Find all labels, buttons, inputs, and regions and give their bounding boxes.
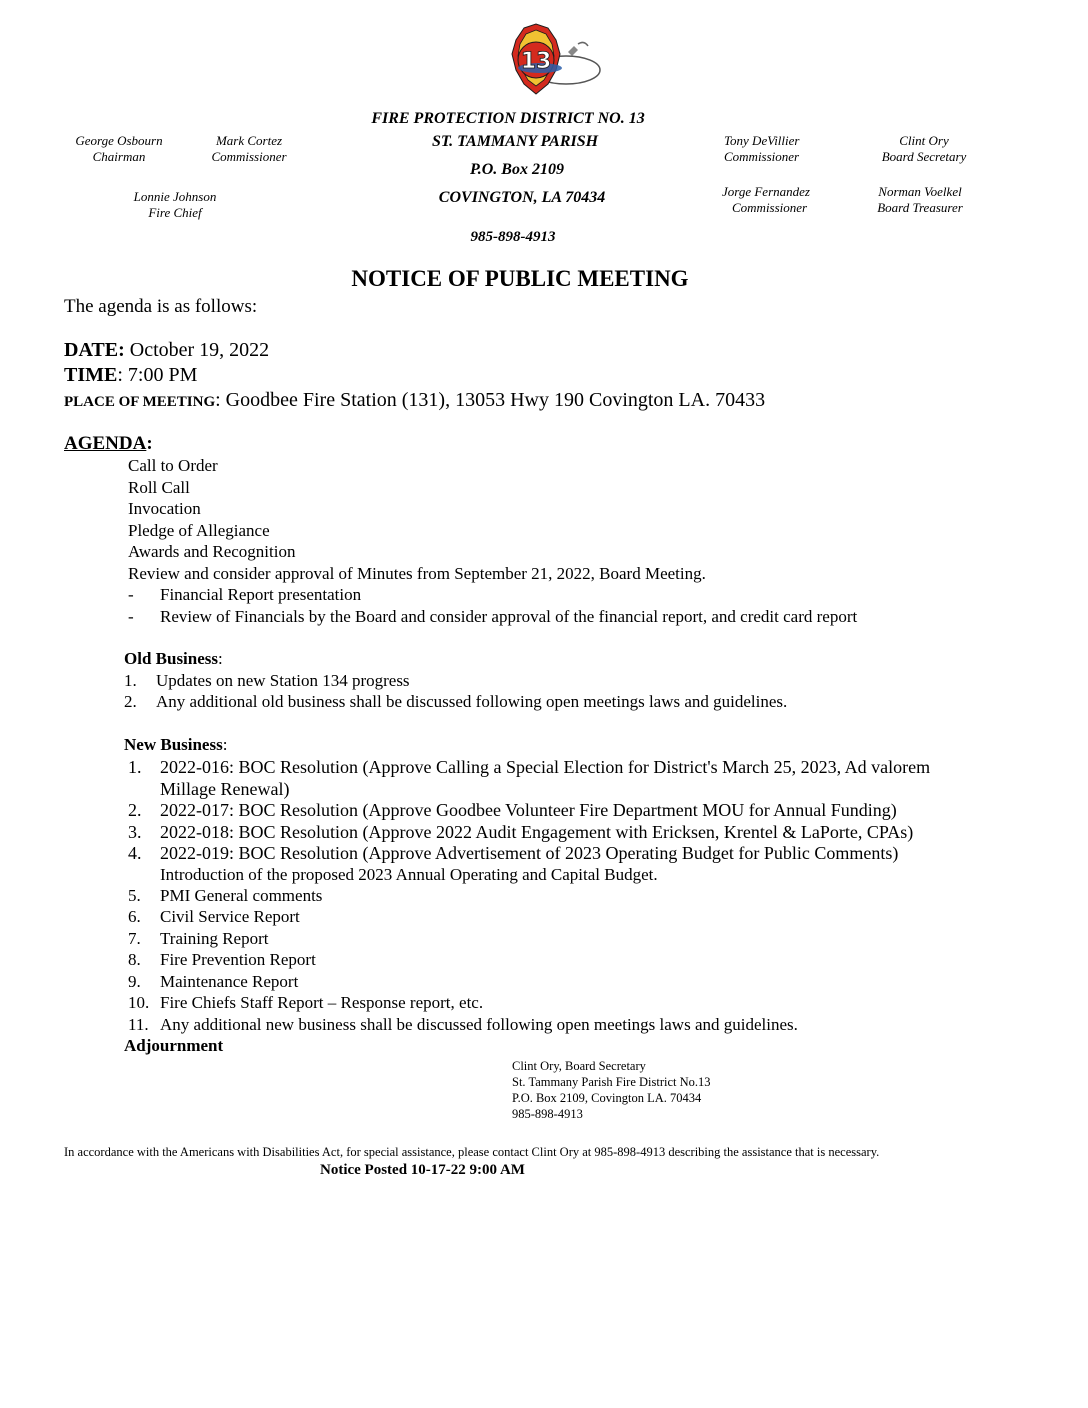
item-text: 2022-016: BOC Resolution (Approve Calling a Special Election for District's March 25, 2023, Ad valorem [160,757,931,777]
item-text: Any additional new business shall be discussed following open meetings laws and guidelines. [160,1015,798,1034]
officer-title: Fire Chief [148,205,202,220]
item-text: Updates on new Station 134 progress [156,671,410,690]
item-text: Fire Chiefs Staff Report – Response report, etc. [160,993,484,1012]
item-text: Maintenance Report [160,972,299,991]
officer-title: Commissioner [211,149,287,164]
agenda-item: Roll Call [128,478,190,497]
officer-name: Norman Voelkel [878,184,962,199]
parish-name: ST. TAMMANY PARISH [431,133,599,150]
old-business-colon: : [218,649,223,668]
intro-text: The agenda is as follows: [64,296,258,317]
ada-notice: In accordance with the Americans with Disabilities Act, for special assistance, please contact Clint Ory at 985-898-4913 describing the assistance that is necessary. [64,1145,880,1159]
agenda-heading-colon: : [146,433,153,454]
meeting-date [64,339,269,362]
item-text: Fire Prevention Report [160,950,316,969]
officer-name: Tony DeVillier [724,133,800,148]
item-text: Civil Service Report [160,907,300,926]
officer-name: George Osbourn [75,133,163,148]
new-business-item-continuation: Introduction of the proposed 2023 Annual Operating and Capital Budget. [160,865,658,884]
date-label: DATE: [64,339,125,361]
new-business-heading [124,735,227,755]
officer-fire-chief [118,189,232,221]
item-text: 2022-018: BOC Resolution (Approve 2022 Audit Engagement with Ericksen, Krentel & LaPorte, CPAs) [160,822,914,842]
signature-name: Clint Ory, Board Secretary [512,1059,646,1073]
meeting-time [64,364,197,387]
officer-commissioner-devillier [724,133,828,165]
sub-item-text: Financial Report presentation [160,585,362,604]
new-business-heading-text: New Business [124,735,223,754]
item-text: Any additional old business shall be discussed following open meetings laws and guidelines. [156,692,788,711]
time-value: : 7:00 PM [117,364,198,386]
item-number: 1. [128,757,142,777]
signature-address: P.O. Box 2109, Covington LA. 70434 [512,1091,702,1105]
district-phone: 985-898-4913 [470,229,556,245]
item-number: 2. [128,800,142,820]
meeting-place [64,389,765,412]
signature-org: St. Tammany Parish Fire District No.13 [512,1075,711,1089]
agenda-heading-text: AGENDA [64,433,147,454]
agenda-heading [64,433,153,455]
signature-block [512,1058,711,1122]
district-logo [482,22,608,104]
item-text: 2022-019: BOC Resolution (Approve Advertisement of 2023 Operating Budget for Public Comments) [160,843,899,863]
logo-number: 13 [520,49,552,74]
officer-board-secretary [868,133,980,165]
officer-board-treasurer [862,184,978,216]
item-number: 6. [128,907,141,926]
signature-phone: 985-898-4913 [512,1107,583,1121]
item-number: 9. [128,972,141,991]
item-number: 11. [128,1015,149,1034]
officer-title: Commissioner [732,200,808,215]
new-business-item-continuation: Millage Renewal) [160,779,290,799]
old-business-heading [124,649,223,669]
item-text: PMI General comments [160,886,323,905]
item-text: 2022-017: BOC Resolution (Approve Goodbee Volunteer Fire Department MOU for Annual Funding) [160,800,897,820]
item-number: 4. [128,843,142,863]
officer-commissioner-cortez [198,133,300,165]
district-name: FIRE PROTECTION DISTRICT NO. 13 [371,110,645,127]
item-number: 7. [128,929,141,948]
page-title: NOTICE OF PUBLIC MEETING [351,266,689,291]
item-number: 5. [128,886,141,905]
place-value: : Goodbee Fire Station (131), 13053 Hwy 190 Covington LA. 70433 [215,389,766,411]
item-number: 1. [124,671,137,690]
item-number: 10. [128,993,150,1012]
sub-item-text: Review of Financials by the Board and consider approval of the financial report, and credit card report [160,607,858,626]
agenda-item: Pledge of Allegiance [128,521,270,540]
officer-title: Board Treasurer [877,200,963,215]
item-number: 2. [124,692,137,711]
city-address: COVINGTON, LA 70434 [438,189,606,206]
officer-chairman [60,133,178,165]
officer-name: Clint Ory [899,133,949,148]
new-business-colon: : [222,735,228,754]
officer-title: Board Secretary [881,149,967,164]
agenda-item: Awards and Recognition [128,542,296,561]
officer-title: Commissioner [724,149,800,164]
agenda-item: Call to Order [128,456,218,475]
officer-name: Lonnie Johnson [133,189,217,204]
item-text: Training Report [160,929,269,948]
date-value: October 19, 2022 [124,339,270,361]
bullet-dash: - [128,607,134,626]
officer-name: Mark Cortez [215,133,283,148]
item-number: 3. [128,822,142,842]
officer-title: Chairman [92,149,146,164]
bullet-dash: - [128,585,134,604]
old-business-heading-text: Old Business [124,649,219,668]
item-number: 8. [128,950,141,969]
agenda-item: Review and consider approval of Minutes from September 21, 2022, Board Meeting. [128,564,706,583]
officer-name: Jorge Fernandez [722,184,810,199]
officer-commissioner-fernandez [722,184,834,216]
notice-posted: Notice Posted 10-17-22 9:00 AM [320,1162,525,1178]
po-box: P.O. Box 2109 [470,161,564,178]
time-label: TIME [64,364,118,386]
fire-district-13-badge-icon [482,22,608,104]
place-label: PLACE OF MEETING [64,394,216,410]
adjournment: Adjournment [124,1036,224,1055]
agenda-item: Invocation [128,499,201,518]
